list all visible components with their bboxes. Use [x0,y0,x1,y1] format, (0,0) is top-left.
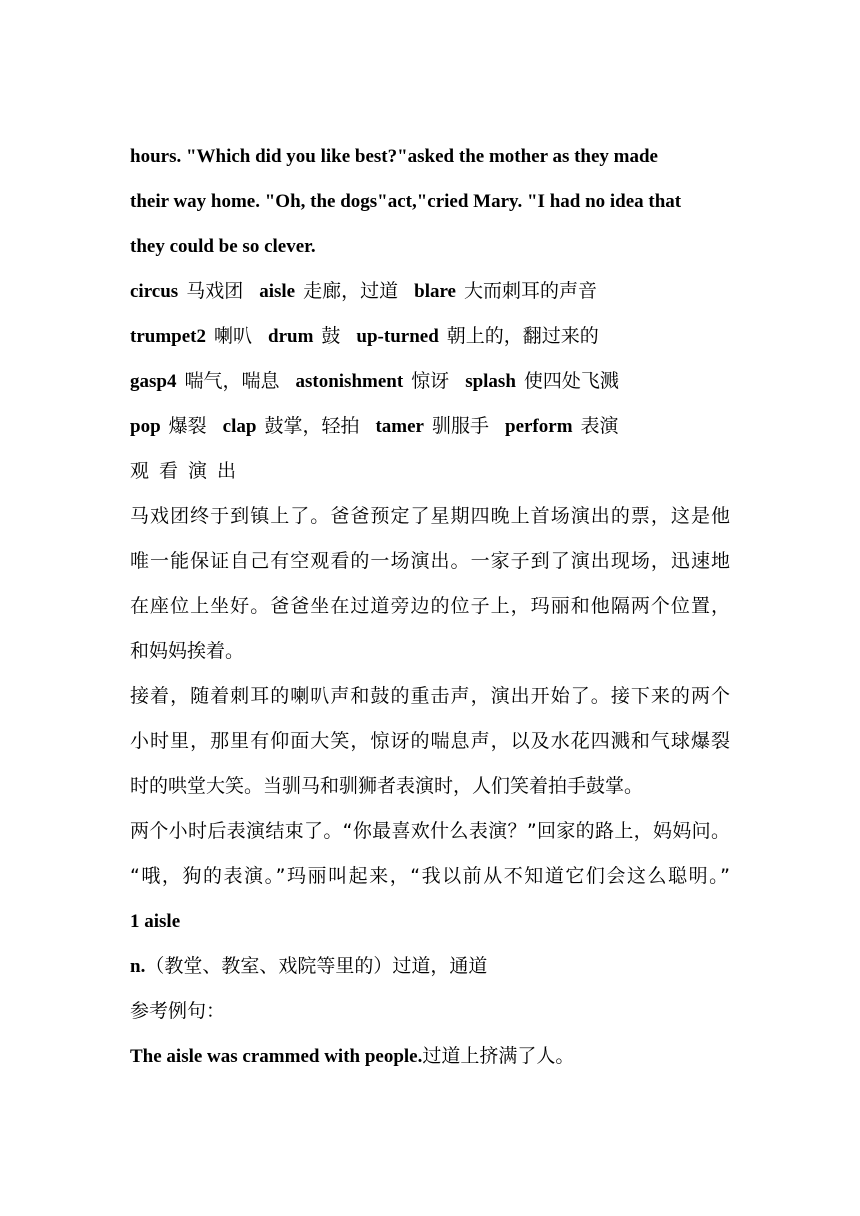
vocab-row [130,269,740,314]
paragraph-line: 马戏团终于到镇上了。爸爸预定了星期四晚上首场演出的票，这是他 [130,505,730,527]
vocab-term: circus [130,281,179,302]
paragraph-line: 唯一能保证自己有空观看的一场演出。一家子到了演出现场，迅速地 [130,550,730,572]
example-label: 参考例句： [130,1000,226,1022]
paragraph-line: 和妈妈挨着。 [130,640,245,662]
vocab-gloss: 惊讶 [411,370,450,392]
vocab-term: astonishment [295,371,404,392]
passage-line: they could be so clever. [130,236,316,257]
paragraph-line: 两个小时后表演结束了。“你最喜欢什么表演？”回家的路上，妈妈问。 [130,820,730,842]
word-entry [130,899,740,1079]
vocab-row [130,314,740,359]
passage-line: hours. "Which did you like best?"asked the mother as they made [130,146,658,167]
translation-paragraph-2 [130,674,740,809]
vocab-term: clap [222,416,257,437]
document-page [130,134,740,1079]
vocab-row [130,359,740,404]
vocab-term: gasp4 [130,371,177,392]
headword: 1 aisle [130,911,181,932]
vocab-gloss: 鼓掌，轻拍 [264,415,360,437]
vocab-gloss: 驯服手 [431,415,489,437]
vocab-term: drum [268,326,314,347]
example-english: The aisle was crammed with people. [130,1046,423,1067]
passage-ending [130,134,740,269]
paragraph-line: 小时里，那里有仰面大笑，惊讶的喘息声，以及水花四溅和气球爆裂 [130,730,730,752]
vocab-gloss: 喇叭 [213,325,252,347]
paragraph-line: 在座位上坐好。爸爸坐在过道旁边的位子上，玛丽和他隔两个位置， [130,595,730,617]
vocab-row [130,404,740,449]
part-of-speech: n. [130,956,146,977]
vocab-term: aisle [259,281,296,302]
paragraph-line: “哦，狗的表演。”玛丽叫起来，“我以前从不知道它们会这么聪明。” [130,865,730,887]
vocabulary-list [130,269,740,449]
translation-paragraph-1 [130,494,740,674]
vocab-gloss: 马戏团 [186,280,244,302]
vocab-gloss: 表演 [580,415,619,437]
paragraph-line: 接着，随着刺耳的喇叭声和鼓的重击声，演出开始了。接下来的两个 [130,685,730,707]
vocab-gloss: 走廊，过道 [303,280,399,302]
vocab-gloss: 大而刺耳的声音 [464,280,598,302]
definition-text: （教堂、教室、戏院等里的）过道，通道 [145,955,488,977]
vocab-term: up-turned [356,326,439,347]
vocab-gloss: 使四处飞溅 [523,370,619,392]
vocab-term: splash [465,371,516,392]
vocab-term: tamer [375,416,424,437]
vocab-term: pop [130,416,161,437]
passage-line: their way home. "Oh, the dogs"act,"cried Mary. "I had no idea that [130,191,682,212]
vocab-gloss: 鼓 [321,325,341,347]
vocab-term: blare [414,281,456,302]
translation-paragraph-3 [130,809,740,899]
example-chinese: 过道上挤满了人。 [422,1045,575,1067]
paragraph-line: 时的哄堂大笑。当驯马和驯狮者表演时，人们笑着拍手鼓掌。 [130,775,644,797]
vocab-gloss: 爆裂 [168,415,207,437]
vocab-gloss: 喘气，喘息 [184,370,280,392]
example-sentence [130,1034,740,1079]
vocab-term: trumpet2 [130,326,206,347]
vocab-gloss: 朝上的，翻过来的 [446,325,599,347]
definition [130,944,740,989]
translation-title: 观看演出 [130,460,247,482]
vocab-term: perform [505,416,573,437]
